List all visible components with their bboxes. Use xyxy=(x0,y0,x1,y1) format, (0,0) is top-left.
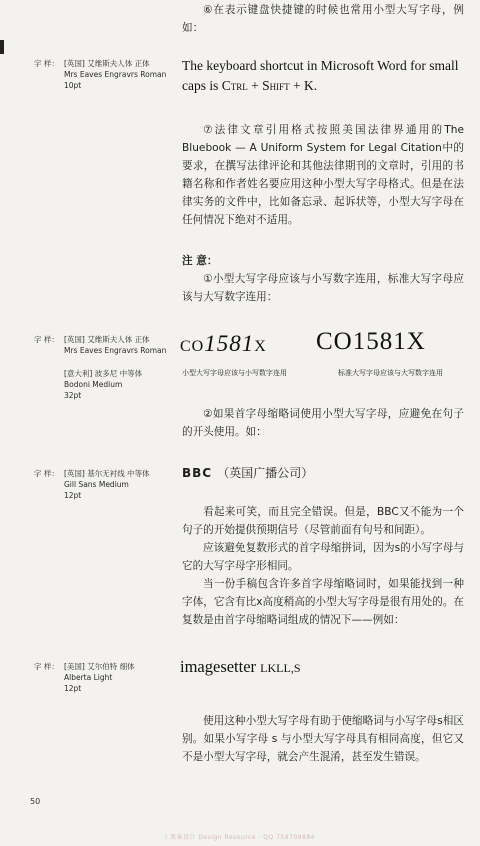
legal-citation-paragraph: ⑦法律文章引用格式按照美国法律界通用的The Bluebook — A Uniform System for Legal Citation中的要求，在撰写法律评论和其他法律期刊的文章时，引用的书籍名称和作者姓名要应用这种小型大写字母格式。但是在法律实务的文件中，比如备忘录、起诉状等，小型大写字母在任何情况下绝对不适用。 xyxy=(182,124,464,226)
note-1: ①小型大写字母应该与小写数字连用，标准大写字母应该与大写数字连用： xyxy=(182,273,464,303)
acronym-paragraphs: 看起来可笑，而且完全错误。但是，BBC又不能为一个句子的开始提供预期信号（尽管前面有句号和间距）。 应该避免复数形式的首字母缩拼词，因为s的小写字母与它的大写字母字形相同。 当一份手稿包含许多首字母缩略词时，如果能找到一种字体，它含有比x高度稍高的小型大写字母是很有用处的。在复数是由首字母缩略词组成的情况下——例如： xyxy=(182,506,464,626)
page-edge-mark xyxy=(0,40,4,54)
typeface-spec-4: 字 样： [美国] 艾尔伯特 细体 Alberta Light 12pt xyxy=(34,662,135,693)
note-2: ②如果首字母缩略词使用小型大写字母，应避免在句子的开头使用。如： xyxy=(182,408,464,438)
note-title: 注 意： xyxy=(182,255,218,267)
note-section xyxy=(182,252,464,306)
oldstyle-figures-example: co1581x xyxy=(180,331,267,356)
typeface-spec-2: 字 样： [英国] 艾维斯夫人体 正体 Mrs Eaves Engravrs Roman [意大利] 波多尼 中等体 Bodoni Medium 32pt xyxy=(34,335,167,400)
caption-left: 小型大写字母应该与小写数字连用 xyxy=(182,369,287,377)
typeface-spec-3: 字 样： [英国] 基尔无衬线 中等体 Gill Sans Medium 12pt xyxy=(34,469,150,500)
imagesetter-example: imagesetter LKLL,S xyxy=(180,657,301,676)
key-ctrl: Ctrl xyxy=(221,78,248,93)
bbc-example: BBC （英国广播公司） xyxy=(182,466,314,480)
shortcut-example: The keyboard shortcut in Microsoft Word for small caps is Ctrl + Shift + K. xyxy=(182,58,459,93)
footer-watermark: | 黑客设计 Design Resource · QQ 758709884 xyxy=(165,834,315,841)
key-k: K xyxy=(304,78,314,93)
intro-paragraph: ⑥在表示键盘快捷键的时候也常用小型大写字母，例如： xyxy=(182,4,464,34)
lining-figures-example: CO1581X xyxy=(316,328,426,355)
page-number: 50 xyxy=(30,797,41,806)
key-shift: Shift xyxy=(262,78,290,93)
caption-right: 标准大写字母应该与大写数字连用 xyxy=(338,369,443,377)
last-paragraph: 使用这种小型大写字母有助于使缩略词与小写字母s相区别。如果小写字母 s 与小型大写字母具有相同高度，但它又不是小型大写字母，就会产生混淆，甚至发生错误。 xyxy=(182,715,464,763)
typeface-spec-1: 字 样： [英国] 艾维斯夫人体 正体 Mrs Eaves Engravrs Roman 10pt xyxy=(34,59,167,90)
